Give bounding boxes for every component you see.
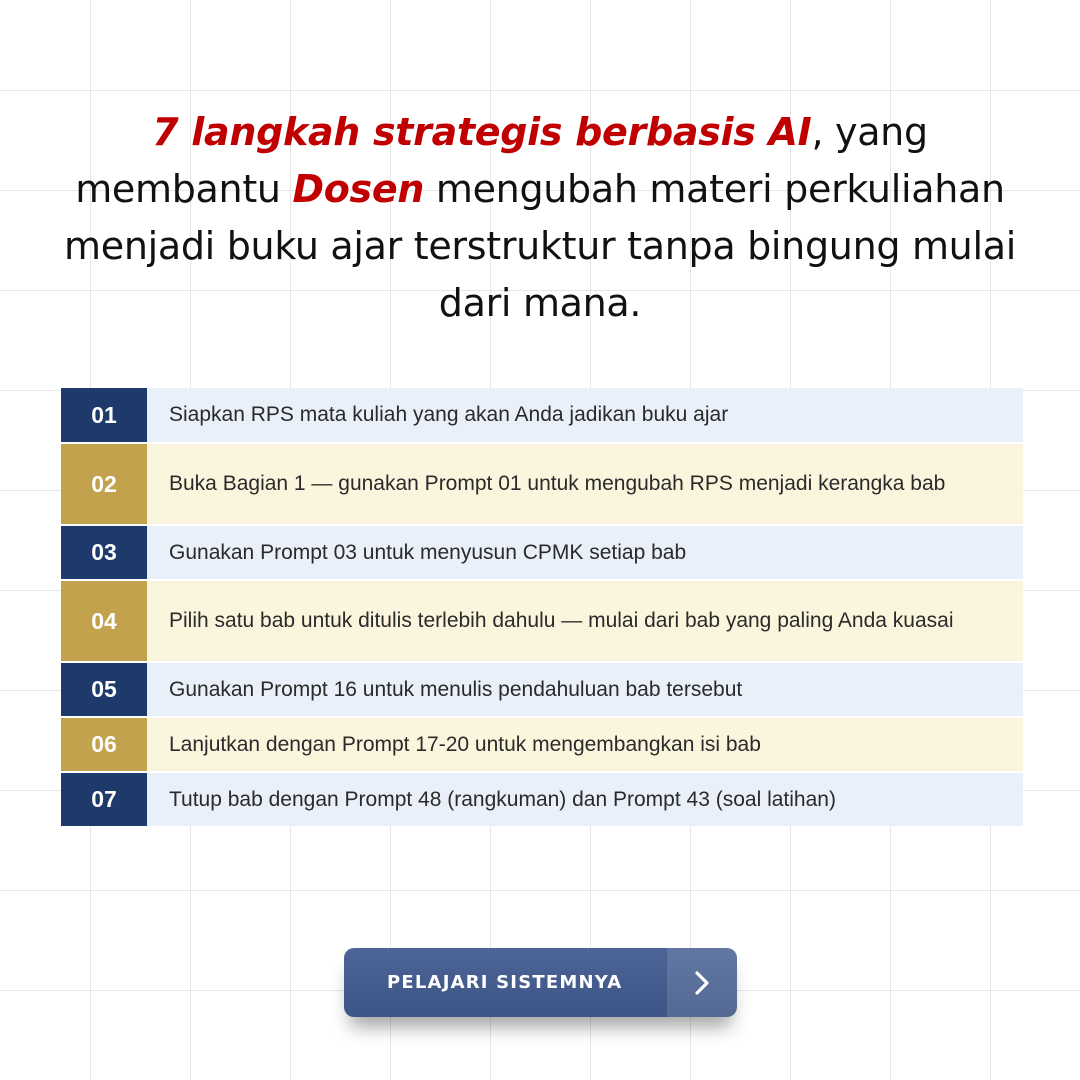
headline-text-1: , yang membantu [75,110,928,211]
step-row [61,442,1023,524]
step-row [61,524,1023,579]
headline-highlight-dosen: Dosen [292,167,425,211]
step-text: Gunakan Prompt 03 untuk menyusun CPMK setiap bab [147,526,1023,579]
headline-text-2: mengubah materi perkuliahan menjadi buku ajar terstruktur tanpa bingung mulai dari mana. [64,167,1016,325]
step-text: Siapkan RPS mata kuliah yang akan Anda jadikan buku ajar [147,388,1023,442]
step-number: 05 [61,663,147,716]
step-row [61,579,1023,661]
step-text: Lanjutkan dengan Prompt 17-20 untuk mengembangkan isi bab [147,718,1023,771]
step-row [61,771,1023,826]
step-row [61,388,1023,442]
step-number: 07 [61,773,147,826]
headline [60,104,1020,332]
headline-highlight-steps: 7 langkah strategis berbasis AI [152,110,812,154]
chevron-right-icon [693,970,711,996]
step-text: Buka Bagian 1 — gunakan Prompt 01 untuk mengubah RPS menjadi kerangka bab [147,444,1023,524]
cta-arrow-box [667,948,737,1017]
steps-table [61,388,1023,826]
step-number: 04 [61,581,147,661]
step-text: Tutup bab dengan Prompt 48 (rangkuman) dan Prompt 43 (soal latihan) [147,773,1023,826]
learn-system-button[interactable] [344,948,737,1017]
cta-label: PELAJARI SISTEMNYA [387,972,623,993]
step-row [61,716,1023,771]
step-number: 02 [61,444,147,524]
step-number: 06 [61,718,147,771]
step-number: 03 [61,526,147,579]
step-text: Gunakan Prompt 16 untuk menulis pendahuluan bab tersebut [147,663,1023,716]
step-row [61,661,1023,716]
step-text: Pilih satu bab untuk ditulis terlebih dahulu — mulai dari bab yang paling Anda kuasai [147,581,1023,661]
step-number: 01 [61,388,147,442]
